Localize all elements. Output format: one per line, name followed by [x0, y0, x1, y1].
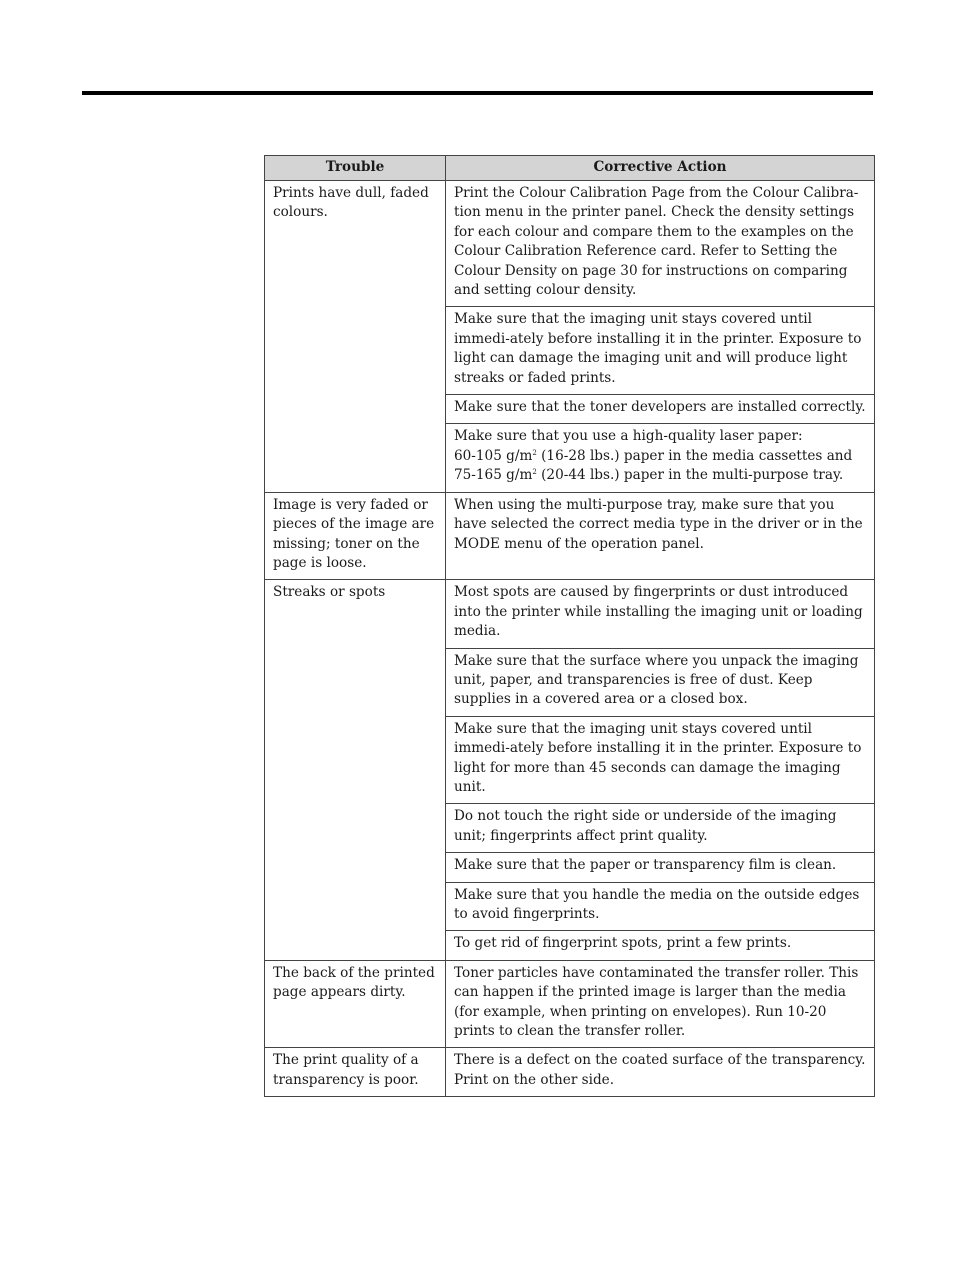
action-cell: Make sure that the imaging unit stays covered until immedi-ately before installing it in the printer. Exposure to light for more than 45 seconds can damage the imaging unit. — [446, 716, 875, 804]
action-cell: Make sure that the paper or transparency film is clean. — [446, 853, 875, 882]
table-header-row — [265, 156, 875, 181]
action-cell: When using the multi-purpose tray, make sure that you have selected the correct media type in the driver or in the MODE menu of the operation panel. — [446, 492, 875, 580]
column-header-trouble: Trouble — [265, 156, 446, 181]
table-row — [265, 580, 875, 648]
table-row — [265, 1048, 875, 1097]
trouble-cell: Prints have dull, faded colours. — [265, 181, 446, 493]
action-cell: Do not touch the right side or underside of the imaging unit; fingerprints affect print quality. — [446, 804, 875, 853]
action-cell: Toner particles have contaminated the transfer roller. This can happen if the printed image is larger than the media (for example, when printing on envelopes). Run 10-20 prints to clean the transfer roller. — [446, 960, 875, 1048]
paper-weight-cassette-detail: (16-28 lbs.) paper in the media cassettes and — [536, 447, 853, 464]
action-cell: Most spots are caused by fingerprints or dust introduced into the printer while installing the imaging unit or loading media. — [446, 580, 875, 648]
header-rule — [82, 91, 873, 95]
column-header-corrective-action: Corrective Action — [446, 156, 875, 181]
trouble-cell: The back of the printed page appears dirty. — [265, 960, 446, 1048]
table-row — [265, 960, 875, 1048]
action-cell: Print the Colour Calibration Page from the Colour Calibra-tion menu in the printer panel. Check the density settings for each colour and compare them to the examples on the Colour Calibration Reference card. Refer to Setting the Colour Density on page 30 for instructions on comparing and setting colour density. — [446, 181, 875, 307]
action-cell: There is a defect on the coated surface of the transparency. Print on the other side. — [446, 1048, 875, 1097]
paper-weight-tray: 75-165 g/m — [454, 467, 533, 484]
superscript: 2 — [532, 448, 537, 457]
paper-intro: Make sure that you use a high-quality laser paper: — [454, 428, 803, 445]
trouble-cell: Streaks or spots — [265, 580, 446, 961]
paper-weight-cassette: 60-105 g/m — [454, 447, 533, 464]
action-cell: Make sure that the toner developers are installed correctly. — [446, 395, 875, 424]
trouble-cell: The print quality of a transparency is poor. — [265, 1048, 446, 1097]
trouble-cell: Image is very faded or pieces of the image are missing; toner on the page is loose. — [265, 492, 446, 580]
superscript: 2 — [532, 468, 537, 477]
table-row — [265, 492, 875, 580]
action-cell: Make sure that the surface where you unpack the imaging unit, paper, and transparencies is free of dust. Keep supplies in a covered area or a closed box. — [446, 648, 875, 716]
action-cell-paper-weights — [446, 424, 875, 492]
table-row — [265, 181, 875, 307]
action-cell: To get rid of fingerprint spots, print a few prints. — [446, 931, 875, 960]
paper-weight-tray-detail: (20-44 lbs.) paper in the multi-purpose tray. — [536, 467, 844, 484]
troubleshooting-table — [264, 155, 875, 1097]
action-cell: Make sure that the imaging unit stays covered until immedi-ately before installing it in the printer. Exposure to light can damage the imaging unit and will produce light streaks or faded prints. — [446, 307, 875, 395]
action-cell: Make sure that you handle the media on the outside edges to avoid fingerprints. — [446, 882, 875, 931]
